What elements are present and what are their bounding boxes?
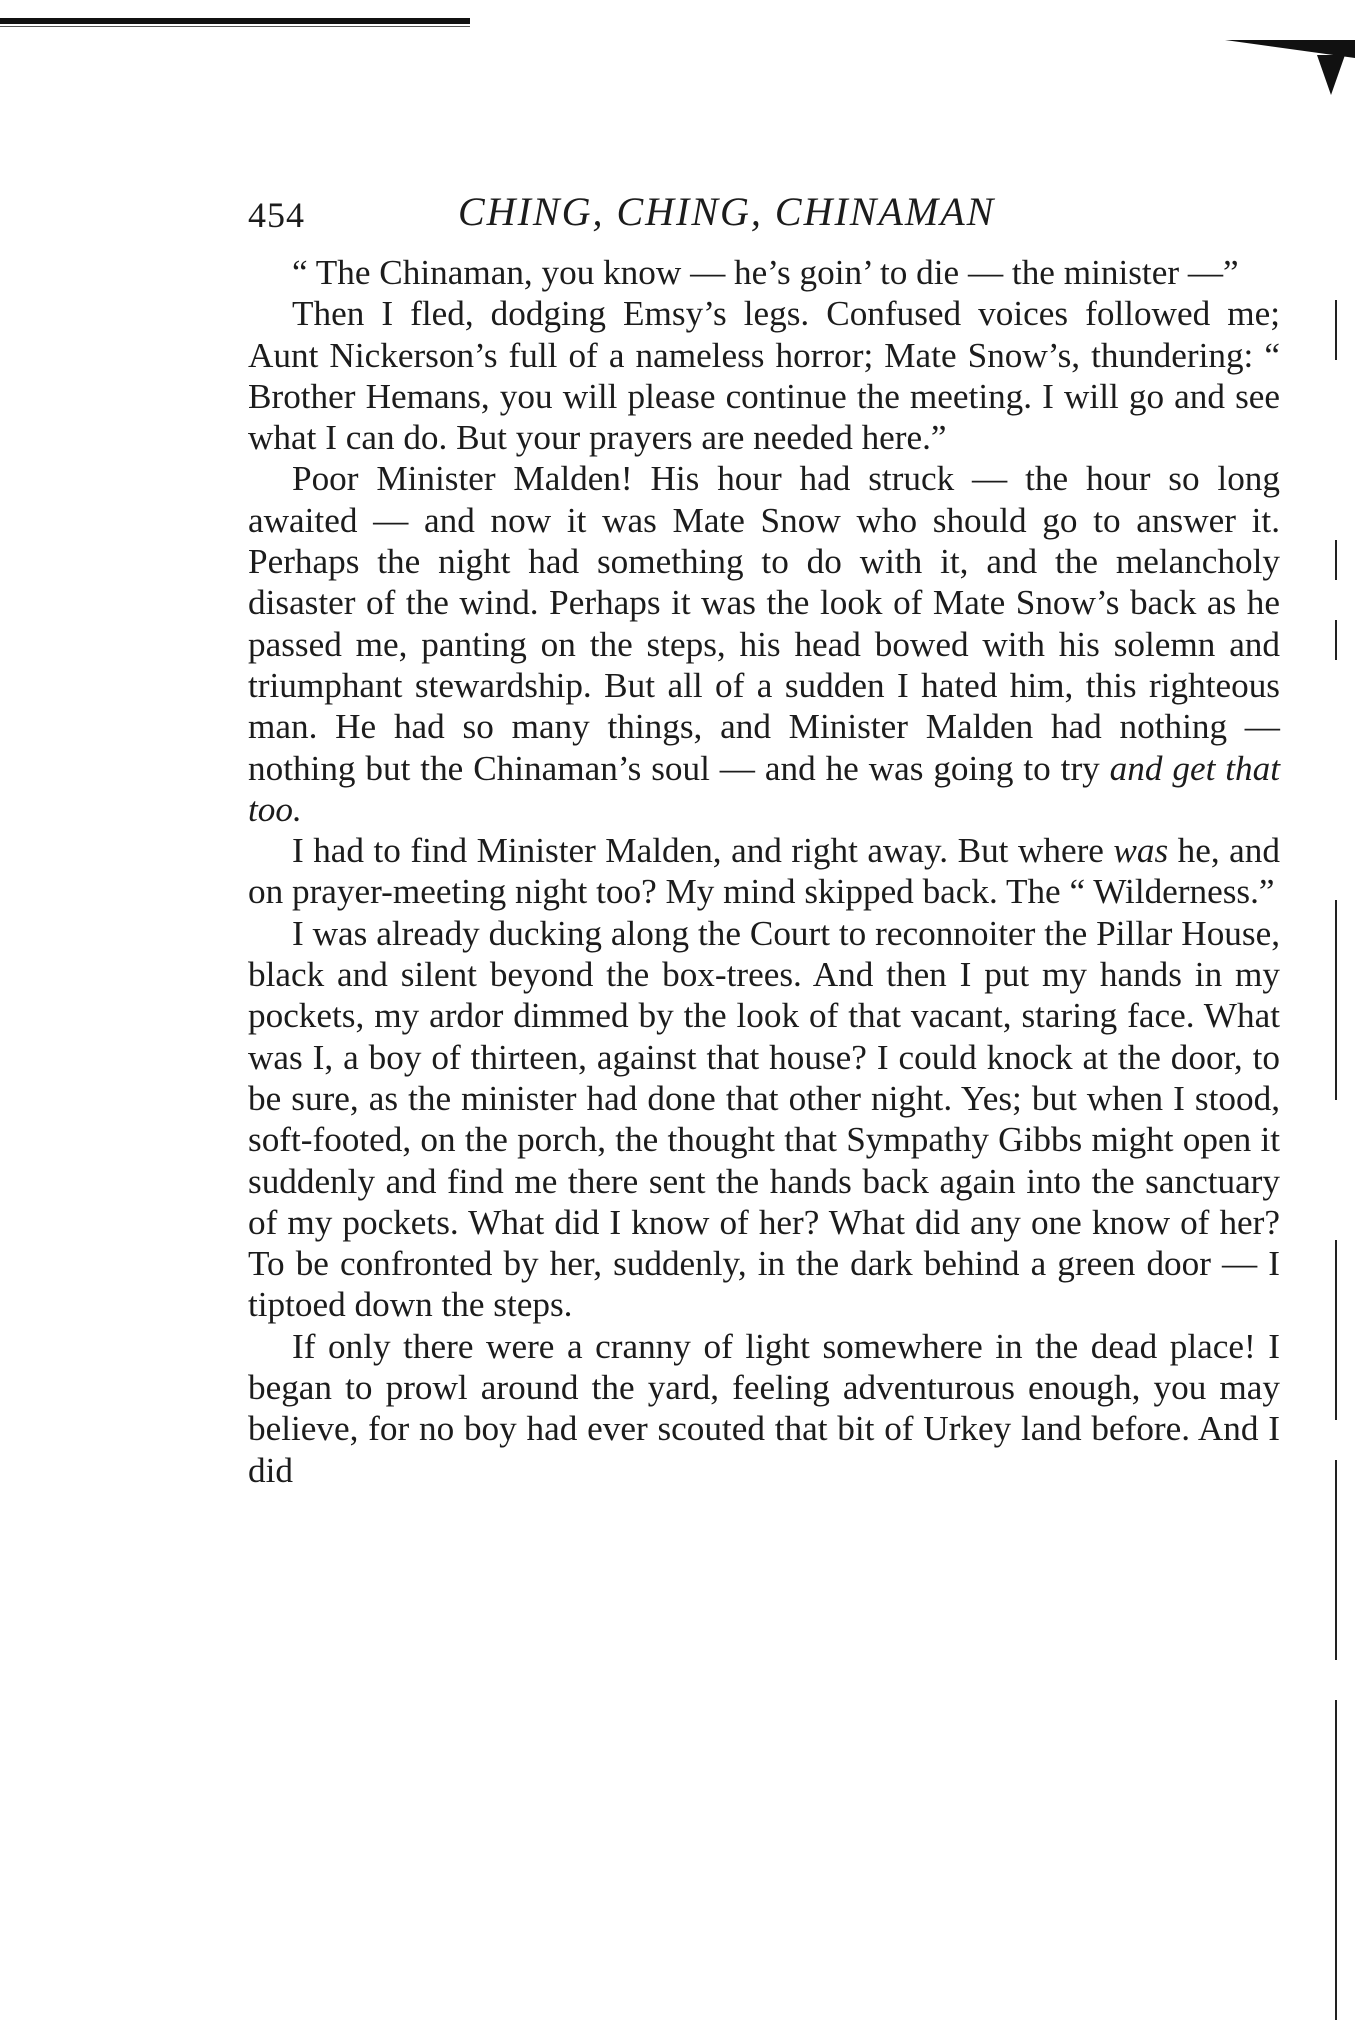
paragraph: Then I fled, dodging Emsy’s legs. Confused voices followed me; Aunt Nickerson’s full of a nameless horror; Mate Snow’s, thundering: “ Brother Hemans, you will please continue the meeting. I will go and see what I can do. But your prayers are needed here.” [248, 294, 1280, 458]
paragraph: “ The Chinaman, you know — he’s goin’ to die — the minister —” [292, 253, 1239, 292]
page-number: 454 [248, 195, 305, 235]
page-edge-mark [1335, 900, 1337, 1100]
paragraph-text: Poor Minister Malden! His hour had struck — the hour so long awaited — and now it was Mate Snow who should go to answer it. Perhaps the night had something to do with it, and the melancholy disaster of the wind. Perhaps it was the look of Mate Snow’s back as he passed me, panting on the steps, his head bowed with his solemn and triumphant stewardship. But all of a sudden I hated him, this righteous man. He had so many things, and Minister Malden had nothing — nothing but the Chinaman’s soul — and he was going to try [248, 459, 1280, 788]
page-edge-mark [1335, 300, 1337, 360]
page-edge-mark [1335, 1700, 1337, 2020]
top-rule [0, 18, 470, 24]
italic-phrase: and get that too. [248, 748, 1280, 829]
paragraph: I was already ducking along the Court to reconnoiter the Pillar House, black and silent beyond the box-trees. And then I put my hands in my pockets, my ardor dimmed by the look of that vacant, staring face. What was I, a boy of thirteen, against that house? I could knock at the door, to be sure, as the minister had done that other night. Yes; but when I stood, soft-footed, on the porch, the thought that Sympathy Gibbs might open it suddenly and find me there sent the hands back again into the sanctuary of my pockets. What did I know of her? What did any one know of her? To be confronted by her, suddenly, in the dark behind a green door — I tiptoed down the steps. [248, 913, 1280, 1325]
book-page [248, 186, 1280, 1491]
paragraph [248, 458, 1280, 830]
page-edge-mark [1335, 1240, 1337, 1420]
paragraph: If only there were a cranny of light somewhere in the dead place! I began to prowl around the yard, feeling adventurous enough, you may believe, for no boy had ever scouted that bit of Urkey land before. And I did [248, 1326, 1280, 1490]
running-head [248, 186, 1280, 246]
italic-word: was [1113, 831, 1169, 871]
paragraph-text: he, and on prayer-meeting night too? My mind skipped back. The “ Wilderness.” [248, 831, 1280, 912]
paragraph [248, 830, 1280, 913]
body-text [248, 252, 1280, 1491]
chapter-title: CHING, CHING, CHINAMAN [458, 189, 996, 234]
corner-drop [1317, 55, 1345, 95]
top-rule-thin [0, 26, 470, 27]
paragraph-text: I had to find Minister Malden, and right away. But where [292, 831, 1114, 871]
page-edge-mark [1335, 1460, 1337, 1660]
page-edge-mark [1335, 540, 1337, 580]
page-edge-mark [1335, 620, 1337, 660]
